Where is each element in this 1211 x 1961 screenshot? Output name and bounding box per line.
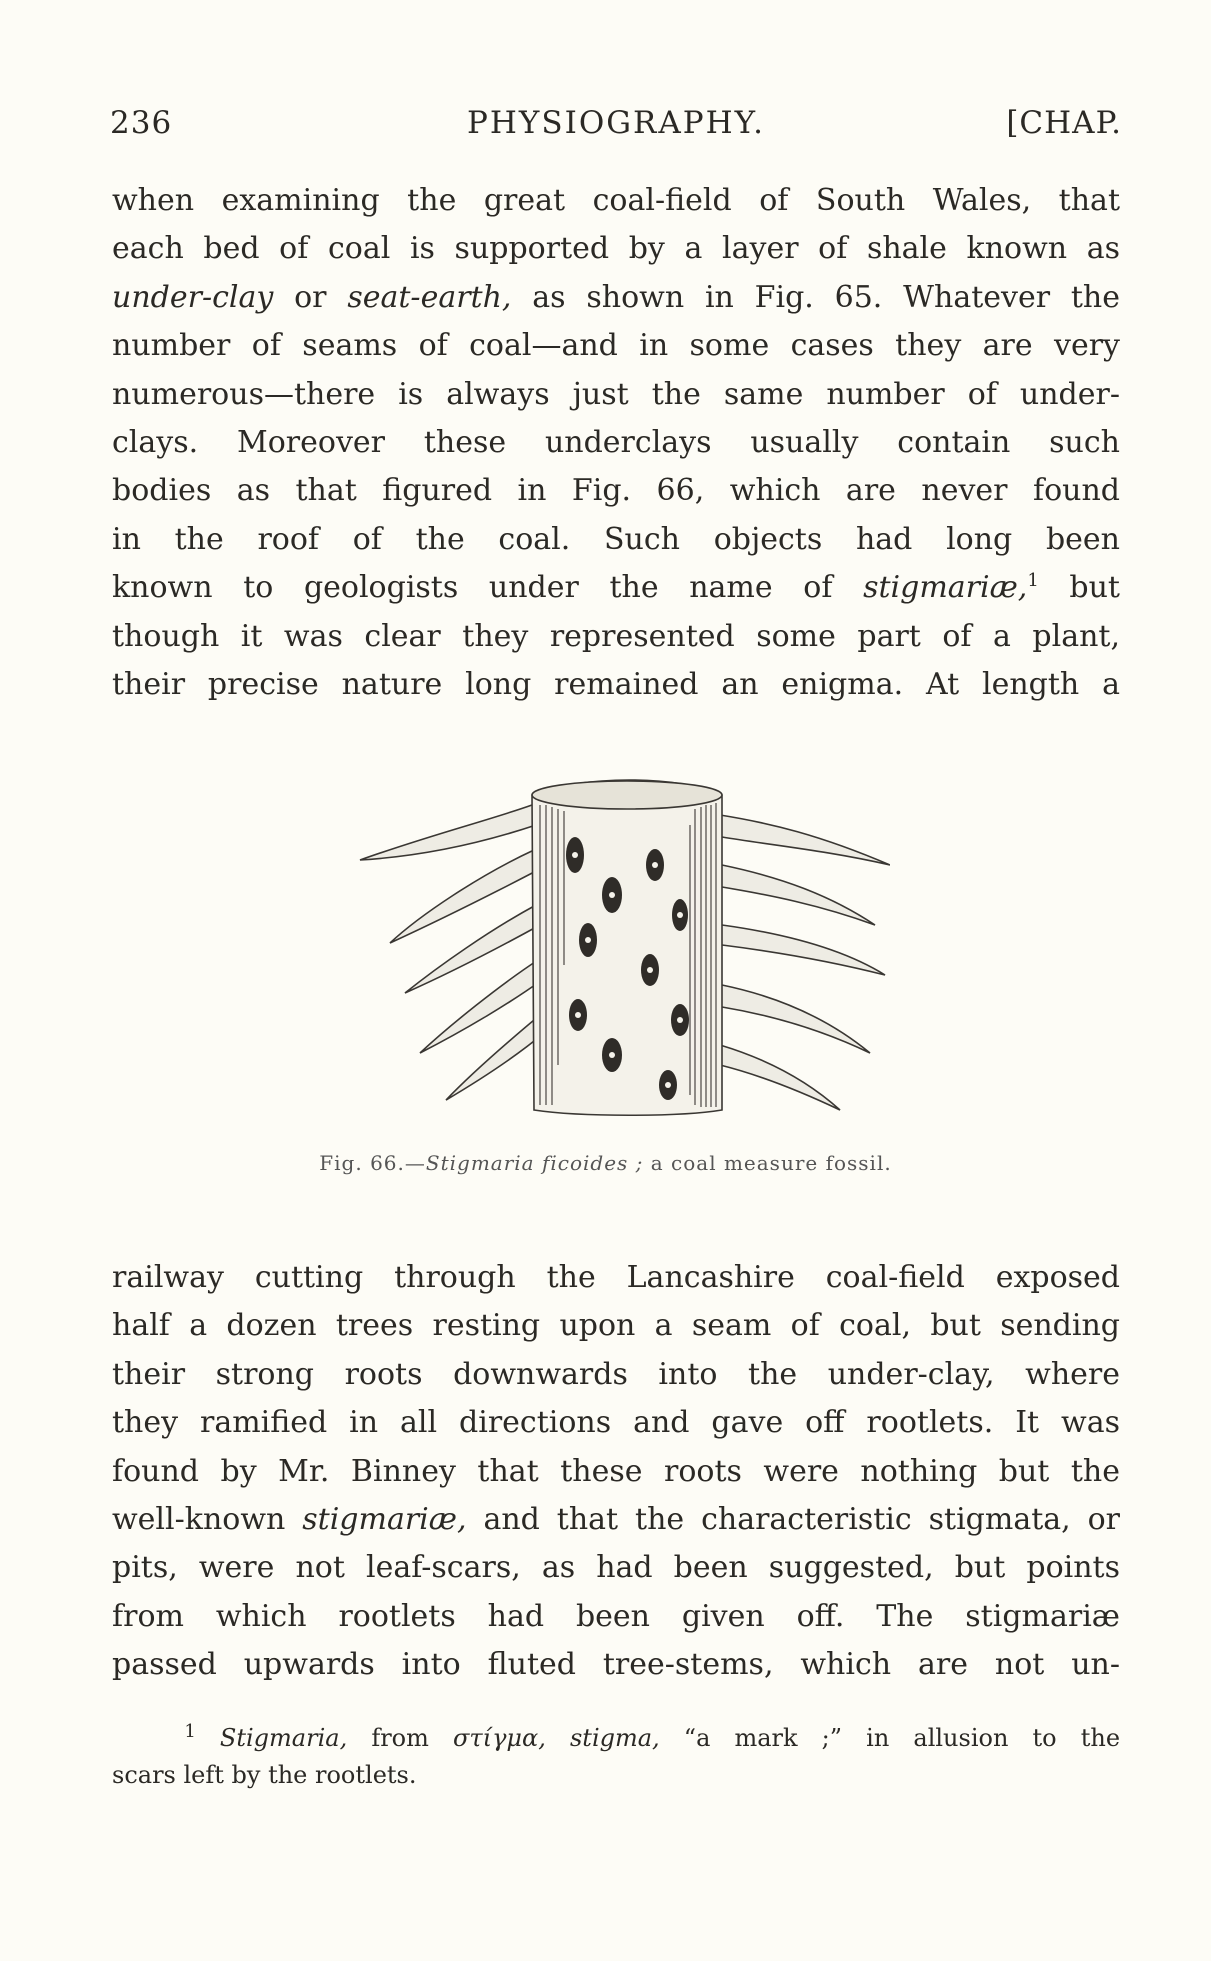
text-line: they ramified in all directions and gave off rootlets. It was (112, 1405, 1120, 1441)
text-line: numerous—there is always just the same number of under- (112, 376, 1120, 412)
text-line: when examining the great coal-field of South Wales, that (112, 183, 1120, 218)
footnote-marker: 1 (184, 1721, 196, 1742)
text-line: their precise nature long remained an enigma. At length a (112, 666, 1120, 702)
paragraph-2 (112, 1254, 1120, 1690)
text-span: known to geologists under the name of (112, 570, 864, 606)
text-line (112, 564, 1120, 612)
text-span: well-known (112, 1501, 303, 1537)
text-line (112, 1496, 1120, 1544)
text-line: though it was clear they represented some part of a plant, (112, 618, 1120, 654)
running-head-title: PHYSIOGRAPHY. (467, 105, 765, 141)
text-line: each bed of coal is supported by a layer of shale known as (112, 231, 1120, 267)
text-span: “a mark ;” in allusion to the (659, 1724, 1120, 1752)
figure-stigmaria-illustration (350, 765, 890, 1130)
footnote-ref[interactable]: 1 (1027, 570, 1039, 592)
text-span (546, 1724, 570, 1752)
text-line: railway cutting through the Lancashire coal-field exposed (112, 1260, 1120, 1295)
text-line: in the roof of the coal. Such objects had long been (112, 521, 1120, 557)
text-line: their strong roots downwards into the under-clay, where (112, 1356, 1120, 1392)
text-span: as shown in Fig. 65. Whatever the (511, 279, 1120, 315)
text-line: number of seams of coal—and in some cases they are very (112, 328, 1120, 364)
italic-term: stigma, (569, 1724, 660, 1752)
paragraph-1 (112, 177, 1120, 709)
text-span: but (1038, 570, 1120, 606)
running-header (110, 105, 1122, 151)
italic-term: under-clay (112, 279, 274, 315)
text-span: or (273, 279, 348, 315)
text-line: from which rootlets had been given off. The stigmariæ (112, 1598, 1120, 1634)
text-line: passed upwards into fluted tree-stems, which are not un- (112, 1647, 1120, 1683)
caption-label: Fig. 66.— (319, 1151, 426, 1175)
text-line (112, 274, 1120, 322)
text-span: and that the characteristic stigmata, or (466, 1501, 1120, 1537)
greek-word: στίγμα, (453, 1724, 546, 1752)
text-line: bodies as that figured in Fig. 66, which are never found (112, 473, 1120, 509)
stigmaria-fossil-drawing (350, 765, 890, 1130)
figure-caption (0, 1151, 1211, 1175)
footnote (112, 1720, 1120, 1794)
page-number: 236 (110, 105, 173, 141)
text-span: from (347, 1724, 453, 1752)
chapter-mark: [CHAP. (1006, 105, 1122, 141)
footnote-line: scars left by the rootlets. (112, 1761, 417, 1789)
text-line: pits, were not leaf-scars, as had been suggested, but points (112, 1550, 1120, 1586)
footnote-line (112, 1720, 1120, 1757)
text-line: half a dozen trees resting upon a seam of coal, but sending (112, 1308, 1120, 1344)
text-line: found by Mr. Binney that these roots were nothing but the (112, 1453, 1120, 1489)
italic-term: Stigmaria, (219, 1724, 348, 1752)
italic-term: stigmariæ, (302, 1501, 467, 1537)
caption-species: Stigmaria ficoides ; (425, 1151, 644, 1175)
text-line: clays. Moreover these underclays usually contain such (112, 424, 1120, 460)
italic-term: stigmariæ, (863, 570, 1028, 606)
italic-term: seat-earth, (347, 279, 512, 315)
caption-text: a coal measure fossil. (643, 1151, 892, 1175)
